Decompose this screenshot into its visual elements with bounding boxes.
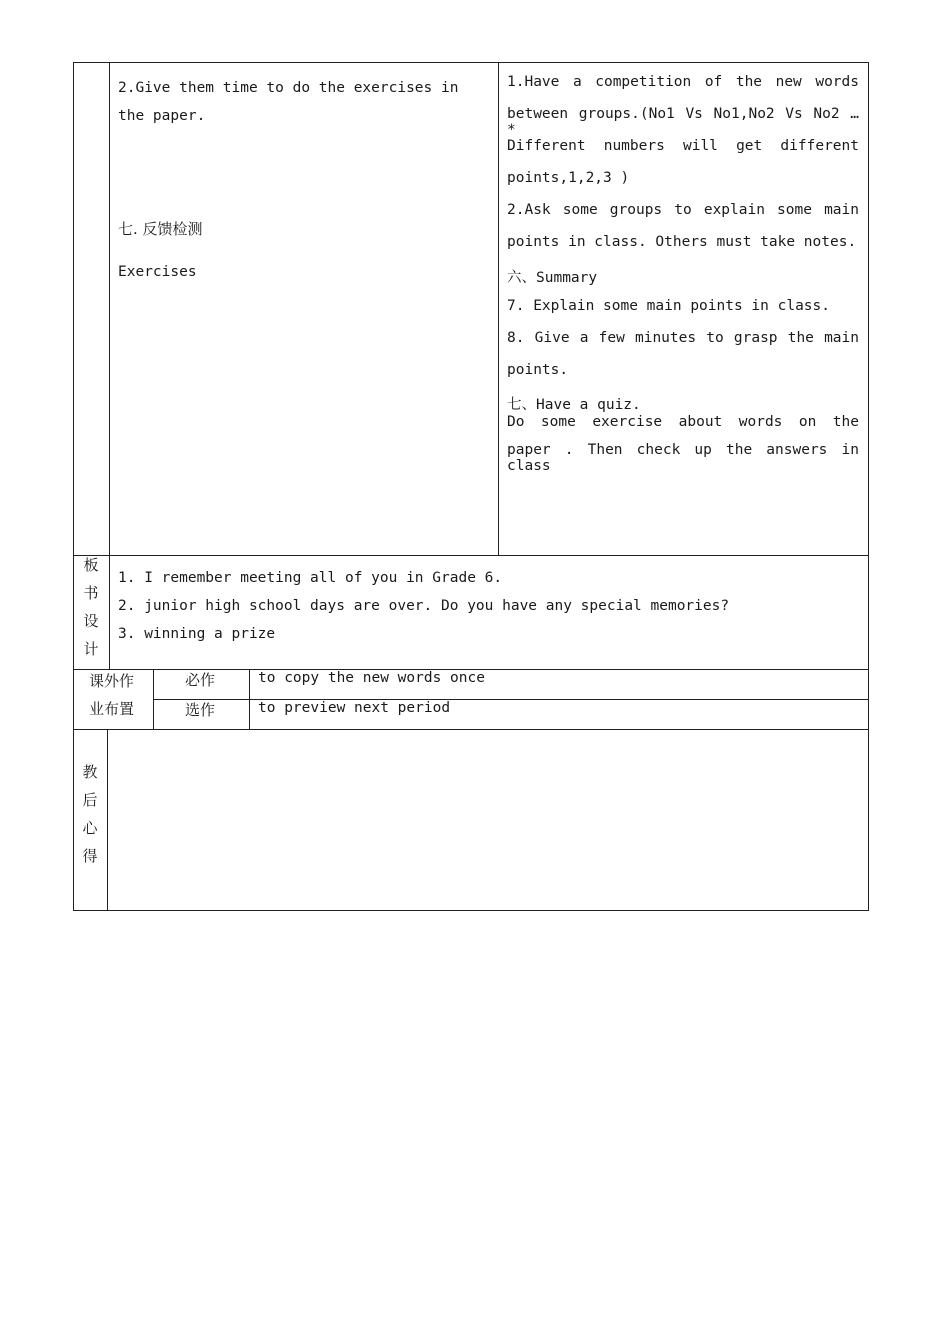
optional-label: 选作: [185, 701, 216, 719]
board-design-label: [81, 551, 101, 663]
right-item1-line1: 1.Have a competition of the new words: [507, 74, 859, 90]
reflection-label-char-2: 后: [82, 791, 98, 809]
summary-heading: 六、Summary: [507, 270, 598, 286]
quiz-heading: 七、Have a quiz.: [507, 397, 641, 413]
right-item2-line1: 2.Ask some groups to explain some main: [507, 202, 859, 218]
left-step2-line2: the paper.: [118, 108, 206, 124]
board-label-char-2: 书: [83, 584, 99, 602]
right-item1-line4: points,1,2,3 ): [507, 170, 630, 186]
reflection-label: [80, 758, 100, 870]
board-line1: 1. I remember meeting all of you in Grade 6.: [118, 570, 503, 586]
row1-bottom-border: [73, 555, 869, 556]
homework-label-line2: 业布置: [89, 700, 135, 718]
row1-label-divider: [109, 62, 110, 669]
quiz-line1: Do some exercise about words on the: [507, 414, 859, 430]
reflection-label-char-1: 教: [82, 763, 98, 781]
homework-label-line1: 课外作: [89, 672, 135, 690]
reflection-content-area: [108, 730, 868, 910]
right-item8-line1: 8. Give a few minutes to grasp the main: [507, 330, 859, 346]
optional-homework-text: to preview next period: [258, 700, 451, 716]
quiz-line2: paper . Then check up the answers in class: [507, 442, 859, 474]
board-label-char-1: 板: [83, 556, 99, 574]
table-bottom-border: [73, 910, 869, 911]
board-label-char-3: 设: [83, 612, 99, 630]
section7-heading: 七. 反馈检测: [118, 220, 203, 238]
right-item1-line3: Different numbers will get different: [507, 138, 859, 154]
required-label: 必作: [185, 671, 216, 689]
left-step2-line1: 2.Give them time to do the exercises in: [118, 80, 459, 96]
required-homework-text: to copy the new words once: [258, 670, 485, 686]
reflection-label-char-4: 得: [82, 847, 98, 865]
board-label-char-4: 计: [83, 640, 99, 658]
row1-middle-divider: [498, 62, 499, 556]
right-item2-line2: points in class. Others must take notes.: [507, 234, 857, 250]
right-item1-line2: between groups.(No1 Vs No1,No2 Vs No2 … *: [507, 106, 859, 138]
board-line2: 2. junior high school days are over. Do you have any special memories?: [118, 598, 730, 614]
reflection-label-char-3: 心: [82, 819, 98, 837]
board-line3: 3. winning a prize: [118, 626, 276, 642]
table-right-border: [868, 62, 869, 911]
right-item8-line2: points.: [507, 362, 569, 378]
table-left-border: [73, 62, 74, 911]
exercises-label: Exercises: [118, 264, 197, 280]
right-item7: 7. Explain some main points in class.: [507, 298, 831, 314]
table-top-border: [73, 62, 869, 63]
